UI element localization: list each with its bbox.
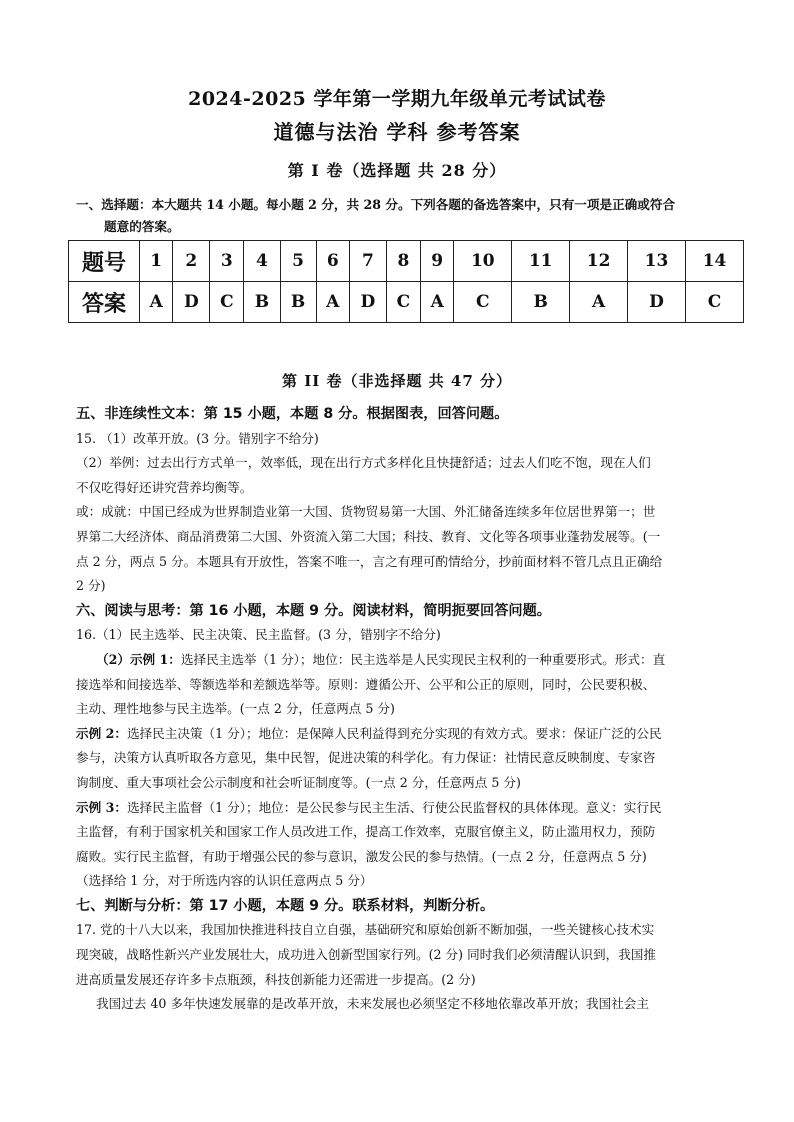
answer-cell: C [210, 282, 244, 323]
part2-title: 第 II 卷（非选择题 共 47 分） [281, 372, 513, 390]
question-number: 13 [628, 241, 686, 282]
q16-example2-label: 示例 2： [76, 725, 127, 741]
q17-line2: 现突破，战略性新兴产业发展壮大，成功进入创新型国家行列。(2 分) 同时我们必须清醒认识到，我国推 [76, 947, 656, 963]
answer-cell: C [454, 282, 512, 323]
q16-example2-line2: 参与，决策方认真听取各方意见，集中民智，促进决策的科学化。有力保证：社情民意反映制度、专家咨 [76, 750, 656, 766]
q15-answer-2-line2: 不仅吃得好还讲究营养均衡等。 [76, 479, 253, 495]
answer-row [69, 282, 744, 323]
q16-example1-label: （2）示例 1： [96, 651, 181, 667]
section5-heading: 五、非连续性文本：第 15 小题，本题 8 分。根据图表，回答问题。 [76, 406, 509, 422]
answer-cell: C [685, 282, 743, 323]
q15-answer-2-line1: （2）举例：过去出行方式单一，效率低，现在出行方式多样化且快捷舒适；过去人们吃不饱，现在人们 [76, 455, 651, 471]
section7-heading: 七、判断与分析：第 17 小题，本题 9 分。联系材料，判断分析。 [76, 897, 495, 914]
section6-heading: 六、阅读与思考：第 16 小题，本题 9 分。阅读材料，简明扼要回答问题。 [76, 602, 551, 619]
question-number: 6 [316, 241, 349, 282]
q16-example2-line1 [76, 722, 721, 747]
q16-example2-text: 选择民主决策（1 分）；地位：是保障人民利益得到充分实现的有效方式。要求：保证广泛的公民 [126, 725, 662, 741]
instructions-line-2: 题意的答案。 [104, 219, 180, 234]
q17-line1: 17. 党的十八大以来，我国加快推进科技自立自强，基础研究和原始创新不断加强，一些关键核心技术实 [76, 922, 655, 938]
answer-cell: A [316, 282, 349, 323]
section1-instructions [76, 194, 736, 238]
answer-cell: D [173, 282, 210, 323]
question-number: 8 [386, 241, 420, 282]
q16-note: （选择给 1 分，对于所选内容的认识任意两点 5 分） [76, 873, 373, 889]
q15-alt-line2: 界第二大经济体、商品消费第二大国、外资流入第二大国；科技、教育、文化等各项事业蓬勃发展等。(一 [76, 528, 661, 544]
question-number: 14 [685, 241, 743, 282]
answer-cell: A [140, 282, 173, 323]
answer-cell: A [421, 282, 454, 323]
answer-cell: B [512, 282, 570, 323]
q16-example3-text: 选择民主监督（1 分）；地位：是公民参与民主生活、行使公民监督权的具体体现。意义：实行民 [126, 799, 662, 815]
row-label-answer: 答案 [69, 282, 140, 323]
answer-cell: D [349, 282, 386, 323]
q16-example2-line3: 询制度、重大事项社会公示制度和社会听证制度等。(一点 2 分，任意两点 5 分) [76, 774, 521, 790]
question-number: 11 [512, 241, 570, 282]
q15-alt-line4: 2 分) [76, 578, 106, 594]
subject-title: 道德与法治 学科 参考答案 [273, 120, 521, 144]
answer-cell: B [280, 282, 316, 323]
question-number: 4 [244, 241, 280, 282]
question-number: 1 [140, 241, 173, 282]
question-number: 10 [454, 241, 512, 282]
question-number: 2 [173, 241, 210, 282]
q16-answer-1: 16.（1）民主选举、民主决策、民主监督。(3 分，错别字不给分) [76, 627, 441, 643]
q16-example3-line2: 主监督，有利于国家机关和国家工作人员改进工作，提高工作效率，克服官僚主义，防止滥用权力，预防 [76, 824, 656, 840]
q16-example1-line2: 接选举和间接选举、等额选举和差额选举等。原则：遵循公开、公平和公正的原则，同时，公民要积极、 [76, 676, 656, 692]
row-label-question-number: 题号 [69, 241, 140, 282]
q17-line3: 进高质量发展还存许多卡点瓶颈，科技创新能力还需进一步提高。(2 分) [76, 971, 476, 987]
answer-cell: D [628, 282, 686, 323]
part2-content [76, 402, 721, 1017]
answer-table [68, 240, 744, 323]
q16-example1-text: 选择民主选举（1 分）；地位：民主选举是人民实现民主权利的一种重要形式。形式：直 [180, 651, 666, 667]
answer-cell: B [244, 282, 280, 323]
question-number: 3 [210, 241, 244, 282]
q15-answer-1: 15. （1）改革开放。(3 分。错别字不给分) [76, 430, 319, 446]
exam-title: 2024-2025 学年第一学期九年级单元考试试卷 [188, 88, 606, 110]
answer-cell: C [386, 282, 420, 323]
question-number: 9 [421, 241, 454, 282]
question-number: 5 [280, 241, 316, 282]
question-number: 12 [570, 241, 628, 282]
q16-example3-line1 [76, 796, 721, 821]
q17-line4: 我国过去 40 多年快速发展靠的是改革开放，未来发展也必须坚定不移地依靠改革开放；我国社会主 [96, 996, 649, 1012]
q16-example1-line1 [76, 648, 721, 673]
part1-title: 第 I 卷（选择题 共 28 分） [287, 161, 507, 180]
question-number: 7 [349, 241, 386, 282]
q16-example3-label: 示例 3： [76, 799, 127, 815]
q15-alt-line3: 点 2 分，两点 5 分。本题具有开放性，答案不唯一，言之有理可酌情给分，抄前面材料不管几点且正确给 [76, 553, 663, 569]
q16-example1-line3: 主动、理性地参与民主选举。(一点 2 分，任意两点 5 分) [76, 701, 395, 717]
instructions-line-1: 一、选择题：本大题共 14 小题。每小题 2 分，共 28 分。下列各题的备选答案中，只有一项是正确或符合 [76, 197, 676, 212]
q16-example3-line3: 腐败。实行民主监督，有助于增强公民的参与意识，激发公民的参与热情。(一点 2 分，任意两点 5 分) [76, 848, 647, 864]
answer-cell: A [570, 282, 628, 323]
question-number-row [69, 241, 744, 282]
q15-alt-line1: 或：成就：中国已经成为世界制造业第一大国、货物贸易第一大国、外汇储备连续多年位居世界第一；世 [76, 504, 656, 520]
